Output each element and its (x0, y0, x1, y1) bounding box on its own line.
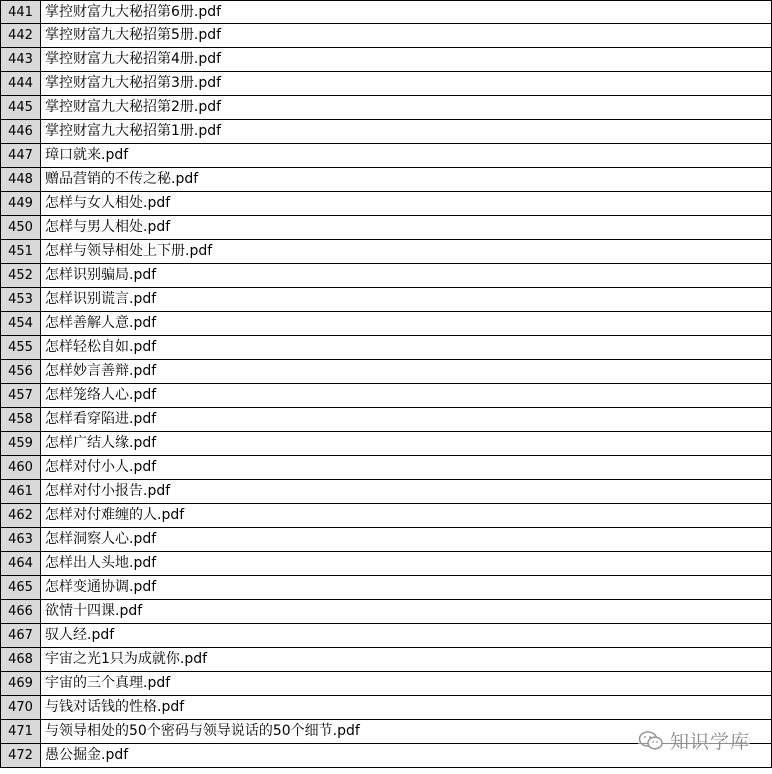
row-number: 466 (0, 600, 41, 623)
table-row[interactable] (0, 504, 772, 528)
table-row[interactable] (0, 120, 772, 144)
file-name-cell[interactable]: 掌控财富九大秘招第2册.pdf (41, 96, 772, 119)
table-row[interactable] (0, 480, 772, 504)
file-name-cell[interactable]: 掌控财富九大秘招第6册.pdf (41, 1, 772, 23)
row-number: 467 (0, 624, 41, 647)
row-number: 472 (0, 744, 41, 767)
row-number: 456 (0, 360, 41, 383)
table-row[interactable] (0, 576, 772, 600)
row-number: 449 (0, 192, 41, 215)
row-number: 444 (0, 72, 41, 95)
table-row[interactable] (0, 168, 772, 192)
row-number: 453 (0, 288, 41, 311)
row-number: 459 (0, 432, 41, 455)
table-row[interactable] (0, 48, 772, 72)
row-number: 460 (0, 456, 41, 479)
row-number: 447 (0, 144, 41, 167)
table-row[interactable] (0, 456, 772, 480)
file-name-cell[interactable]: 宇宙之光1只为成就你.pdf (41, 648, 772, 671)
file-name-cell[interactable]: 愚公掘金.pdf (41, 744, 772, 767)
watermark (638, 727, 750, 754)
file-name-cell[interactable]: 怎样对付小报告.pdf (41, 480, 772, 503)
row-number: 471 (0, 720, 41, 743)
file-name-cell[interactable]: 怎样笼络人心.pdf (41, 384, 772, 407)
row-number: 442 (0, 24, 41, 47)
table-row[interactable] (0, 288, 772, 312)
row-number: 458 (0, 408, 41, 431)
file-name-cell[interactable]: 璋口就来.pdf (41, 144, 772, 167)
row-number: 443 (0, 48, 41, 71)
row-number: 450 (0, 216, 41, 239)
file-name-cell[interactable]: 掌控财富九大秘招第5册.pdf (41, 24, 772, 47)
row-number: 469 (0, 672, 41, 695)
file-name-cell[interactable]: 掌控财富九大秘招第4册.pdf (41, 48, 772, 71)
row-number: 470 (0, 696, 41, 719)
row-number: 461 (0, 480, 41, 503)
table-row[interactable] (0, 144, 772, 168)
file-name-cell[interactable]: 驭人经.pdf (41, 624, 772, 647)
row-number: 441 (0, 1, 41, 23)
table-row[interactable] (0, 432, 772, 456)
table-row[interactable] (0, 240, 772, 264)
table-row[interactable] (0, 360, 772, 384)
row-number: 468 (0, 648, 41, 671)
file-name-cell[interactable]: 赠品营销的不传之秘.pdf (41, 168, 772, 191)
row-number: 462 (0, 504, 41, 527)
file-name-cell[interactable]: 怎样出人头地.pdf (41, 552, 772, 575)
file-name-cell[interactable]: 怎样对付难缠的人.pdf (41, 504, 772, 527)
table-row[interactable] (0, 24, 772, 48)
table-row[interactable] (0, 696, 772, 720)
file-name-cell[interactable]: 宇宙的三个真理.pdf (41, 672, 772, 695)
row-number: 463 (0, 528, 41, 551)
row-number: 465 (0, 576, 41, 599)
table-row[interactable] (0, 216, 772, 240)
row-number: 454 (0, 312, 41, 335)
file-name-cell[interactable]: 怎样与女人相处.pdf (41, 192, 772, 215)
file-name-cell[interactable]: 怎样妙言善辩.pdf (41, 360, 772, 383)
wechat-icon (638, 730, 664, 752)
file-name-cell[interactable]: 怎样善解人意.pdf (41, 312, 772, 335)
table-row[interactable] (0, 552, 772, 576)
file-name-cell[interactable]: 怎样识别谎言.pdf (41, 288, 772, 311)
table-row[interactable] (0, 600, 772, 624)
row-number: 448 (0, 168, 41, 191)
file-name-cell[interactable]: 怎样广结人缘.pdf (41, 432, 772, 455)
table-row[interactable] (0, 336, 772, 360)
row-number: 452 (0, 264, 41, 287)
file-name-cell[interactable]: 欲情十四课.pdf (41, 600, 772, 623)
table-row[interactable] (0, 648, 772, 672)
table-row[interactable] (0, 0, 772, 24)
file-name-cell[interactable]: 掌控财富九大秘招第1册.pdf (41, 120, 772, 143)
file-name-cell[interactable]: 怎样对付小人.pdf (41, 456, 772, 479)
file-name-cell[interactable]: 怎样洞察人心.pdf (41, 528, 772, 551)
row-number: 457 (0, 384, 41, 407)
table-row[interactable] (0, 624, 772, 648)
file-name-cell[interactable]: 怎样看穿陷进.pdf (41, 408, 772, 431)
table-row[interactable] (0, 528, 772, 552)
table-row[interactable] (0, 192, 772, 216)
table-row[interactable] (0, 72, 772, 96)
watermark-text: 知识学库 (669, 731, 750, 753)
table-row[interactable] (0, 672, 772, 696)
file-name-cell[interactable]: 怎样识别骗局.pdf (41, 264, 772, 287)
row-number: 446 (0, 120, 41, 143)
file-name-cell[interactable]: 怎样轻松自如.pdf (41, 336, 772, 359)
file-name-cell[interactable]: 怎样与领导相处上下册.pdf (41, 240, 772, 263)
file-name-cell[interactable]: 怎样与男人相处.pdf (41, 216, 772, 239)
table-row[interactable] (0, 384, 772, 408)
row-number: 455 (0, 336, 41, 359)
file-name-cell[interactable]: 掌控财富九大秘招第3册.pdf (41, 72, 772, 95)
file-name-cell[interactable]: 与钱对话钱的性格.pdf (41, 696, 772, 719)
row-number: 464 (0, 552, 41, 575)
file-name-cell[interactable]: 怎样变通协调.pdf (41, 576, 772, 599)
table-row[interactable] (0, 312, 772, 336)
row-number: 451 (0, 240, 41, 263)
table-row[interactable] (0, 264, 772, 288)
table-row[interactable] (0, 96, 772, 120)
row-number: 445 (0, 96, 41, 119)
table-row[interactable] (0, 408, 772, 432)
file-name-cell[interactable]: 与领导相处的50个密码与领导说话的50个细节.pdf (41, 720, 772, 743)
